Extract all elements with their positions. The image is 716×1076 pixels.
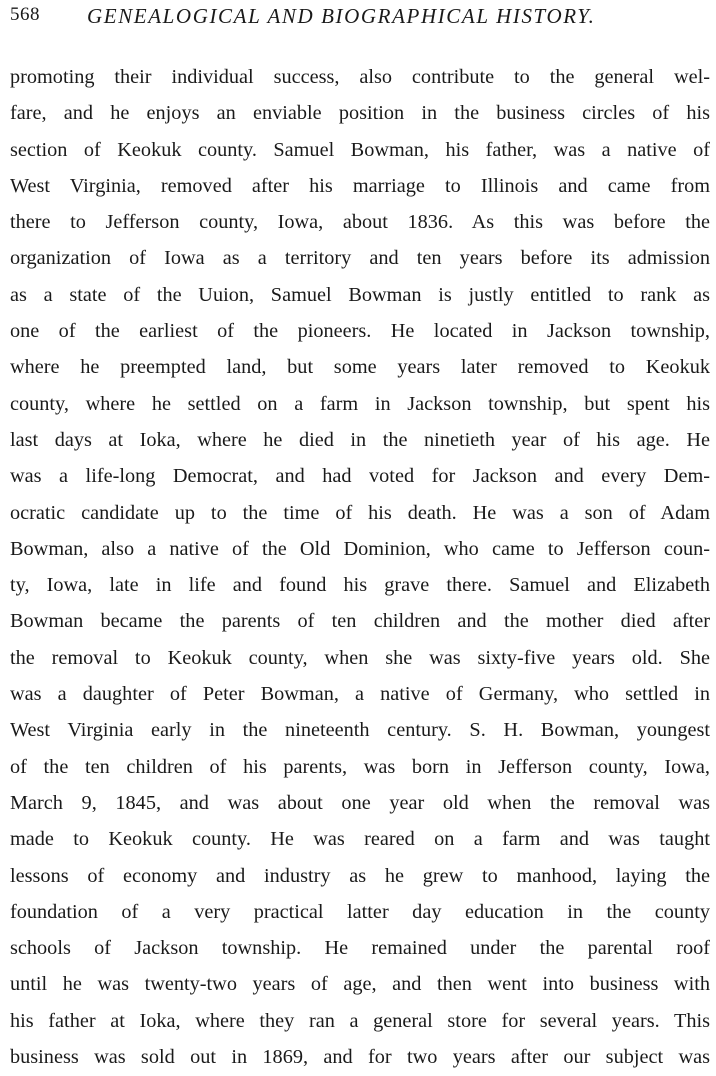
text-line: West Virginia early in the nineteenth century. S. H. Bowman, youngest [10, 719, 710, 742]
text-line: county, where he settled on a farm in Jackson township, but spent his [10, 392, 710, 415]
text-line: promoting their individual success, also contribute to the general wel- [10, 66, 710, 88]
text-line: until he was twenty-two years of age, and then went into business with [10, 973, 710, 996]
text-line: section of Keokuk county. Samuel Bowman, his father, was a native of [10, 138, 710, 161]
text-line: of the ten children of his parents, was born in Jefferson county, Iowa, [10, 755, 710, 778]
text-line: made to Keokuk county. He was reared on a farm and was taught [10, 828, 710, 851]
text-line: there to Jefferson county, Iowa, about 1836. As this was before the [10, 211, 710, 234]
text-line: fare, and he enjoys an enviable position in the business circles of his [10, 102, 710, 125]
running-head: GENEALOGICAL AND BIOGRAPHICAL HISTORY. [87, 4, 596, 28]
text-line: last days at Ioka, where he died in the ninetieth year of his age. He [10, 428, 710, 451]
text-line: business was sold out in 1869, and for two years after our subject was [10, 1046, 710, 1069]
text-line: Bowman became the parents of ten children and the mother died after [10, 610, 710, 633]
text-line: schools of Jackson township. He remained under the parental roof [10, 937, 710, 960]
text-line: lessons of economy and industry as he grew to manhood, laying the [10, 864, 710, 887]
text-line: as a state of the Uuion, Samuel Bowman is justly entitled to rank as [10, 283, 710, 306]
text-line: foundation of a very practical latter day education in the county [10, 900, 710, 923]
body-text [10, 59, 710, 1075]
text-line: was a life-long Democrat, and had voted for Jackson and every Dem- [10, 465, 710, 488]
text-line: West Virginia, removed after his marriage to Illinois and came from [10, 174, 710, 197]
page-number: 568 [10, 4, 40, 25]
text-line: March 9, 1845, and was about one year old when the removal was [10, 791, 710, 814]
text-line: one of the earliest of the pioneers. He located in Jackson township, [10, 320, 710, 343]
text-line: the removal to Keokuk county, when she was sixty-five years old. She [10, 646, 710, 669]
text-line: Bowman, also a native of the Old Dominion, who came to Jefferson coun- [10, 537, 710, 560]
text-line: organization of Iowa as a territory and ten years before its admission [10, 247, 710, 270]
text-line: ty, Iowa, late in life and found his grave there. Samuel and Elizabeth [10, 574, 710, 597]
text-line: his father at Ioka, where they ran a general store for several years. This [10, 1009, 710, 1032]
text-line: was a daughter of Peter Bowman, a native of Germany, who settled in [10, 683, 710, 706]
text-line: ocratic candidate up to the time of his death. He was a son of Adam [10, 501, 710, 524]
text-line: where he preempted land, but some years later removed to Keokuk [10, 356, 710, 379]
page-header [10, 4, 710, 34]
